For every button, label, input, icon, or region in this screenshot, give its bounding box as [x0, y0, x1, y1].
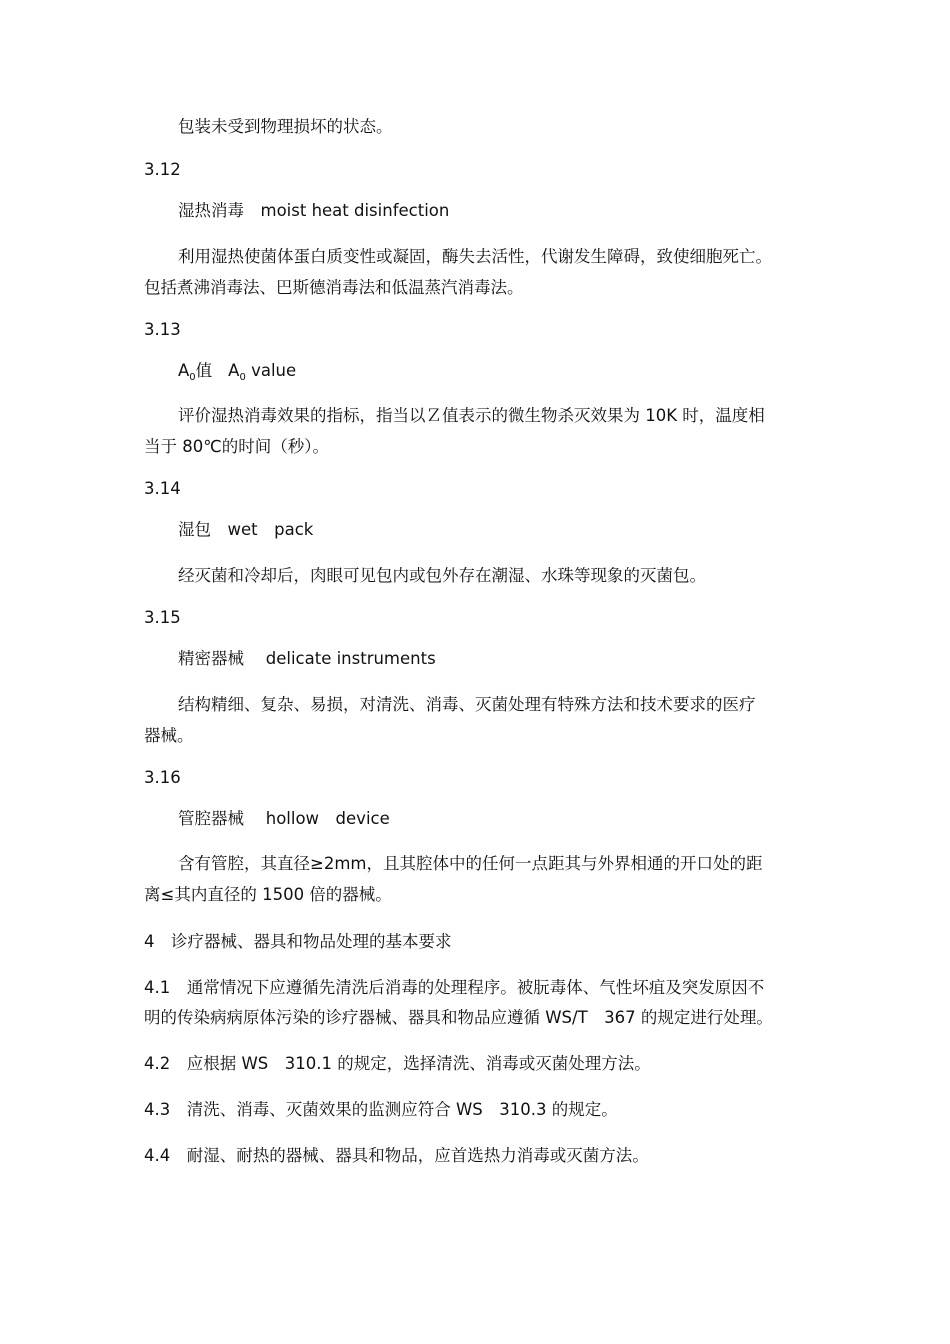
definition-line: 器械。 — [144, 726, 194, 745]
definition-line: 包括煮沸消毒法、巴斯德消毒法和低温蒸汽消毒法。 — [144, 278, 524, 297]
clause-line: 4.2 应根据 WS 310.1 的规定，选择清洗、消毒或灭菌处理方法。 — [144, 1054, 651, 1073]
definition-line: 评价湿热消毒效果的指标，指当以Ｚ值表示的微生物杀灭效果为 10K 时，温度相 — [178, 406, 765, 425]
paragraph-line: 包装未受到物理损坏的状态。 — [178, 117, 393, 136]
definition-line: 利用湿热使菌体蛋白质变性或凝固，酶失去活性，代谢发生障碍，致使细胞死亡。 — [178, 247, 772, 266]
clause-number: 3.12 — [144, 160, 181, 179]
term-title: 湿包 wet pack — [178, 520, 314, 539]
clause-line: 明的传染病病原体污染的诊疗器械、器具和物品应遵循 WS/T 367 的规定进行处理。 — [144, 1008, 773, 1027]
term-title: 湿热消毒 moist heat disinfection — [178, 201, 450, 220]
clause-number: 3.14 — [144, 479, 181, 498]
definition-line: 当于 80℃的时间（秒）。 — [144, 437, 330, 456]
term-title: 管腔器械 hollow device — [178, 809, 390, 828]
clause-line: 4.4 耐湿、耐热的器械、器具和物品，应首选热力消毒或灭菌方法。 — [144, 1146, 649, 1165]
term-title: 精密器械 delicate instruments — [178, 649, 436, 668]
section-heading: 4 诊疗器械、器具和物品处理的基本要求 — [144, 932, 452, 951]
definition-line: 结构精细、复杂、易损，对清洗、消毒、灭菌处理有特殊方法和技术要求的医疗 — [178, 695, 756, 714]
definition-line: 经灭菌和冷却后，肉眼可见包内或包外存在潮湿、水珠等现象的灭菌包。 — [178, 566, 706, 585]
clause-line: 4.3 清洗、消毒、灭菌效果的监测应符合 WS 310.3 的规定。 — [144, 1100, 618, 1119]
clause-number: 3.16 — [144, 768, 181, 787]
clause-number: 3.15 — [144, 608, 181, 627]
clause-line: 4.1 通常情况下应遵循先清洗后消毒的处理程序。被朊毒体、气性坏疽及突发原因不 — [144, 978, 765, 997]
clause-number: 3.13 — [144, 320, 181, 339]
definition-line: 离≤其内直径的 1500 倍的器械。 — [144, 885, 392, 904]
definition-line: 含有管腔，其直径≥2mm，且其腔体中的任何一点距其与外界相通的开口处的距 — [178, 854, 763, 873]
term-title: $A_0$值 $A_0$ value — [178, 361, 297, 383]
